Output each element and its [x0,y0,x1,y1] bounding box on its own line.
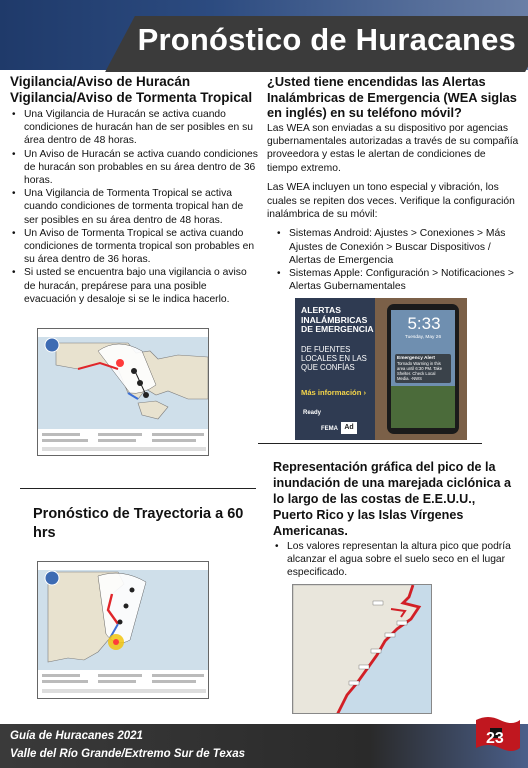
footer-guide-title: Guía de Huracanes 2021 [10,730,143,742]
wea-phone-advertisement [295,298,467,440]
list-item: • Una Vigilancia de Tormenta Tropical se activa cuando condiciones de tormenta tropical han de ser posibles en su área dentro de 48 horas. [10,187,258,227]
phone-date: Tuesday, May 26 [404,335,442,340]
phone-clock: 5:33 [407,314,441,333]
wea-paragraph-2: Las WEA incluyen un tono especial y vibración, los cuales se repiten dos veces. Verifique la configuración inalámbrica de su móvil: [267,182,515,220]
hurricane-watch-heading: Vigilancia/Aviso de Huracán [10,74,191,89]
tropical-storm-watch-heading: Vigilancia/Aviso de Tormenta Tropical [10,90,253,105]
forecast-cone-map [37,328,209,456]
list-item: • Un Aviso de Tormenta Tropical se activa cuando condiciones de tormenta tropical son probables en su área dentro de 36 horas. [10,227,258,267]
section-divider-left [20,488,256,489]
phone-emergency-alert [395,354,451,383]
list-item: • Sistemas Android: Ajustes > Conexiones > Más Ajustes de Conexión > Buscar Dispositivos / Alertas de Emergencia [275,227,519,267]
storm-surge-list [273,540,513,580]
trajectory-cone-map [37,561,209,699]
page-header [0,0,528,70]
ad-council-logo: Ad [341,422,357,434]
footer-region: Valle del Río Grande/Extremo Sur de Texas [10,748,245,760]
list-item: • Los valores representan la altura pico que podría alcanzar el agua sobre el suelo seco en el lugar especificado. [273,540,513,580]
alert-title: Emergency Alert [397,356,435,361]
forecast-cone-graphic [38,329,209,456]
watch-warning-list [10,108,258,306]
page-footer [0,724,528,768]
ready-logo-text: Ready [303,410,322,416]
page-title: Pronóstico de Huracanes [137,22,516,57]
fema-logo-text: FEMA [321,426,338,432]
ad-subtitle: DE FUENTES LOCALES EN LAS QUE CONFÍAS [301,345,367,372]
section-divider-right [258,443,482,444]
wea-heading: ¿Usted tiene encendidas las Alertas Inalámbricas de Emergencia (WEA siglas en inglés) en su teléfono móvil? [267,74,517,120]
list-item: • Una Vigilancia de Huracán se activa cuando condiciones de huracán han de ser posibles en su área dentro de 48 horas. [10,108,258,148]
alert-body: Tornado Warning in this area until 6:30 PM. Take Shelter. Check Local Media. -NWS [397,361,443,381]
list-item: • Si usted se encuentra bajo una vigilancia o aviso de huracán, prepárese para una posible evacuación y desaloje si se le indica hacerlo. [10,266,258,306]
ad-more-info-link[interactable]: Más información › [301,388,366,397]
watch-warning-section [10,74,258,306]
wea-paragraph-1: Las WEA son enviadas a su dispositivo por agencias gubernamentales autorizadas a través de su compañía proveedora y estas le alertan de condiciones de tiempo extremo. [267,122,519,174]
trajectory-cone-graphic [38,562,209,699]
page-number: 23 [486,730,504,747]
list-item: • Un Aviso de Huracán se activa cuando condiciones de huracán son probables en su área dentro de 36 horas. [10,148,258,188]
storm-surge-map [292,584,432,714]
wea-settings-list [267,227,519,293]
storm-surge-graphic [293,585,432,714]
wea-section [267,74,519,293]
trajectory-forecast-title: Pronóstico de Trayectoria a 60 hrs [33,506,244,541]
list-item: • Sistemas Apple: Configuración > Notificaciones > Alertas Gubernamentales [275,267,519,293]
storm-surge-title: Representación gráfica del pico de la inundación de una marejada ciclónica a lo largo de las costas de E.E.U.U., Puerto Rico y las Islas Vírgenes Americanas. [273,460,511,538]
ad-headline: ALERTAS INALÁMBRICAS DE EMERGENCIA [301,305,374,335]
